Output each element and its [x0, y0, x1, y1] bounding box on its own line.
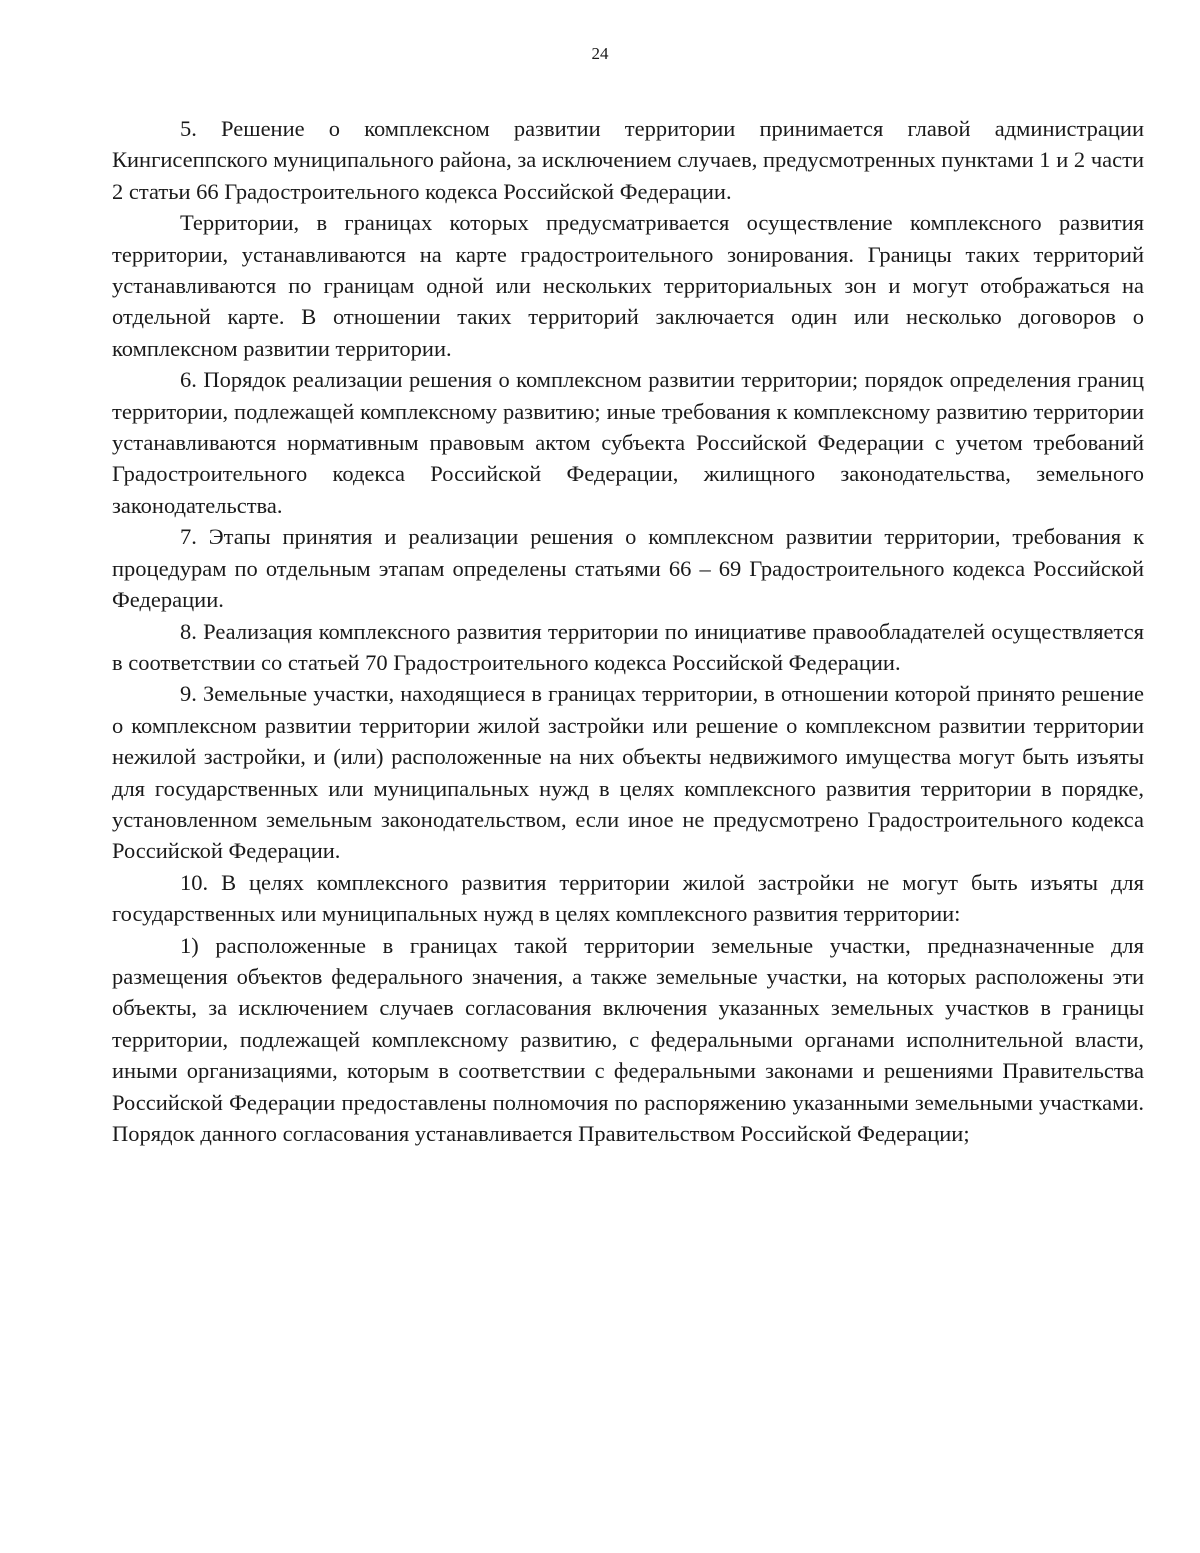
paragraph-5: 5. Решение о комплексном развитии территории принимается главой администрации Кингисеппского муниципального района, за исключением случаев, предусмотренных пунктами 1 и 2 части 2 статьи 66 Градостроительного кодекса Российской Федерации. — [112, 116, 1144, 204]
paragraph-9: 9. Земельные участки, находящиеся в границах территории, в отношении которой принято решение о комплексном развитии территории жилой застройки или решение о комплексном развитии территории нежилой застройки, и (или) расположенные на них объекты недвижимого имущества могут быть изъяты для государственных или муниципальных нужд в целях комплексного развития территории в порядке, установленном земельным законодательством, если иное не предусмотрено Градостроительного кодекса Российской Федерации. — [112, 681, 1144, 864]
paragraph-10-item-1: 1) расположенные в границах такой территории земельные участки, предназначенные для размещения объектов федерального значения, а также земельные участки, на которых расположены эти объекты, за исключением случаев согласования включения указанных земельных участков в границы территории, подлежащей комплексному развитию, с федеральными органами исполнительной власти, иными организациями, которым в соответствии с федеральными законами и решениями Правительства Российской Федерации предоставлены полномочия по распоряжению указанными земельными участками. Порядок данного согласования устанавливается Правительством Российской Федерации; — [112, 932, 1144, 1146]
paragraph-8: 8. Реализация комплексного развития территории по инициативе правообладателей осуществляется в соответствии со статьей 70 Градостроительного кодекса Российской Федерации. — [112, 618, 1144, 675]
document-body — [112, 113, 1144, 1149]
paragraph-territories: Территории, в границах которых предусматривается осуществление комплексного развития территории, устанавливаются на карте градостроительного зонирования. Границы таких территорий устанавливаются по границам одной или нескольких территориальных зон и могут отображаться на отдельной карте. В отношении таких территорий заключается один или несколько договоров о комплексном развитии территории. — [112, 210, 1144, 361]
paragraph-6: 6. Порядок реализации решения о комплексном развитии территории; порядок определения границ территории, подлежащей комплексному развитию; иные требования к комплексному развитию территории устанавливаются нормативным правовым актом субъекта Российской Федерации с учетом требований Градостроительного кодекса Российской Федерации, жилищного законодательства, земельного законодательства. — [112, 367, 1144, 518]
page-number: 24 — [591, 44, 609, 63]
paragraph-10: 10. В целях комплексного развития территории жилой застройки не могут быть изъяты для государственных или муниципальных нужд в целях комплексного развития территории: — [112, 869, 1144, 927]
paragraph-7: 7. Этапы принятия и реализации решения о комплексном развитии территории, требования к процедурам по отдельным этапам определены статьями 66 – 69 Градостроительного кодекса Российской Федерации. — [112, 524, 1144, 613]
